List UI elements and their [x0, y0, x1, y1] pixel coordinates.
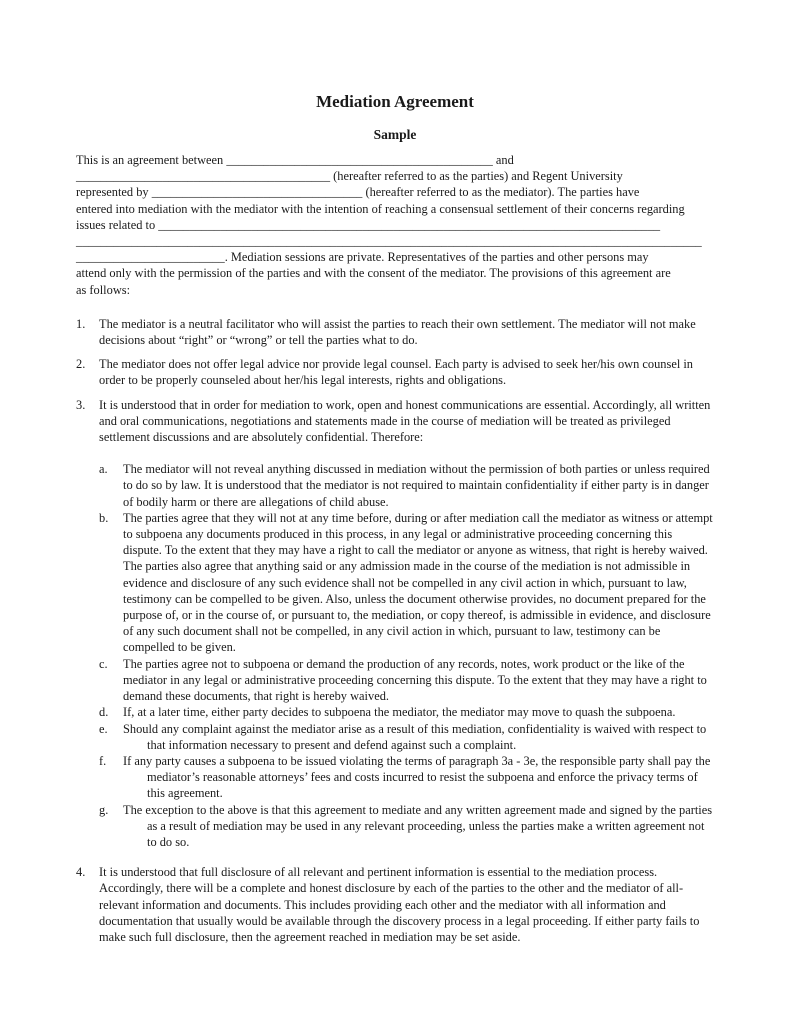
sub-item-letter: b. [99, 510, 109, 525]
item-text: The mediator does not offer legal advice nor provide legal counsel. Each party is advised to seek her/his own counsel in order to be properly counseled about her/his legal interests, rights and obligations. [99, 357, 693, 388]
intro-line-9: as follows: [76, 282, 131, 297]
intro-line-2 [76, 168, 714, 184]
sub-item-text: The parties agree that they will not at any time before, during or after mediation call the mediator as witness or attempt to subpoena any documents produced in this process, in any legal or administrative proceeding concerning this dispute. To the extent that they may have a right to call the mediator or anyone as witness, that right is hereby waived. The parties also agree that anything said or any admission made in the course of the mediation is not admissible in evidence and disclosure of any such evidence shall not be compelled in any civil action in which, pursuant to law, testimony can be compelled to be given. Also, unless the document otherwise provides, no document prepared for the purpose of, or in the course of, or pursuant to, the mediation, or copy thereof, is admissible in evidence, and disclosure of any such document shall not be compelled, in any civil action in which, pursuant to law, testimony can be compelled to be given. [123, 510, 713, 655]
sub-item-text: If any party causes a subpoena to be issued violating the terms of paragraph 3a - 3e, the responsible party shall pay the mediator’s reasonable attorneys’ fees and costs incurred to resist the subpoena and enforce the privacy terms of this agreement. [123, 753, 711, 801]
item-number: 4. [76, 865, 86, 880]
item-text: It is understood that in order for mediation to work, open and honest communications are essential. Accordingly, all written and oral communications, negotiations and statements made in the course of mediation will be treated as privileged settlement discussions and are absolutely confidential. Therefore: [99, 397, 711, 445]
item-number: 2. [76, 357, 86, 372]
sub-item-letter: c. [99, 656, 108, 671]
sub-item-text: The mediator will not reveal anything discussed in mediation without the permission of both parties or unless required to do so by law. It is understood that the mediator is not required to maintain confidentiality if either party is in danger of bodily harm or there are allegations of child abuse. [123, 462, 710, 509]
intro-line-8: attend only with the permission of the parties and with the consent of the mediator. The provisions of this agreement are [76, 266, 671, 281]
intro-line-3 [76, 184, 714, 200]
blank-field-issues: _________________________________________________________________________________ [158, 217, 661, 232]
intro-text: (hereafter referred to as the parties) and Regent University [333, 169, 623, 184]
blank-field-representative: __________________________________ [151, 185, 363, 200]
sub-item-text: The parties agree not to subpoena or demand the production of any records, notes, work product or the like of the mediator in any legal or administrative proceeding concerning this dispute. To the extent that they may have a right to demand these documents, that right is hereby waived. [123, 656, 707, 704]
sub-item [99, 461, 714, 510]
document-title: Mediation Agreement [316, 92, 474, 111]
sub-item-letter: d. [99, 705, 109, 720]
sub-item-letter: g. [99, 802, 109, 817]
document-page [76, 92, 714, 953]
item-number: 1. [76, 316, 86, 331]
item-text: The mediator is a neutral facilitator who will assist the parties to reach their own settlement. The mediator will not make decisions about “right” or “wrong” or tell the parties what to do. [99, 316, 696, 348]
blank-field-party-2: _________________________________________ [76, 169, 331, 184]
intro-text: (hereafter referred to as the mediator). The parties have [365, 185, 640, 200]
list-item [76, 316, 714, 348]
list-item [76, 864, 714, 945]
intro-line-5 [76, 217, 714, 233]
intro-line-7 [76, 249, 714, 265]
intro-paragraph [76, 152, 714, 298]
provisions-list [76, 316, 714, 945]
sub-item [99, 656, 714, 705]
sub-item-letter: f. [99, 753, 107, 768]
list-item [76, 397, 714, 850]
sub-item [99, 704, 714, 720]
sub-item-text: Should any complaint against the mediator arise as a result of this mediation, confidentiality is waived with respect to that information necessary to present and defend against such a complaint. [123, 721, 707, 752]
sub-item [99, 753, 714, 802]
sub-item [99, 721, 714, 753]
intro-line-1 [76, 152, 714, 168]
intro-text: This is an agreement between [76, 153, 224, 167]
intro-text: issues related to [76, 217, 156, 232]
item-text: It is understood that full disclosure of all relevant and pertinent information is essential to the mediation process. Accordingly, there will be a complete and honest disclosure by each of the parties to the other and the mediator of all-relevant information and documents. This includes providing each other and the mediator with all information and documentation that usually would be available through the discovery process in a legal proceeding. If either party fails to make such full disclosure, then the agreement reached in mediation may be set aside. [99, 865, 700, 944]
blank-field-issues-cont: _____________________________________________________________________________________________________ [76, 234, 702, 249]
list-item [76, 356, 714, 388]
intro-text: . Mediation sessions are private. Representatives of the parties and other persons may [224, 250, 649, 265]
sub-item-text: The exception to the above is that this agreement to mediate and any written agreement made and signed by the parties as a result of mediation may be used in any relevant proceeding, unless the parties make a written agreement not to do so. [123, 802, 713, 849]
blank-field-party-1: ___________________________________________ [226, 153, 493, 167]
intro-line-4: entered into mediation with the mediator with the intention of reaching a consensual settlement of their concerns regarding [76, 201, 685, 216]
sub-item [99, 510, 714, 656]
intro-text: and [495, 153, 514, 167]
item-number: 3. [76, 397, 86, 412]
sub-item-letter: e. [99, 721, 108, 736]
intro-text: represented by [76, 185, 149, 200]
intro-line-6 [76, 233, 714, 249]
sub-item [99, 802, 714, 851]
sub-item-letter: a. [99, 462, 108, 477]
sub-item-text: If, at a later time, either party decides to subpoena the mediator, the mediator may move to quash the subpoena. [123, 705, 676, 720]
document-subtitle: Sample [373, 127, 417, 142]
blank-field-issues-end: ________________________ [76, 250, 225, 265]
sub-list [99, 461, 714, 850]
